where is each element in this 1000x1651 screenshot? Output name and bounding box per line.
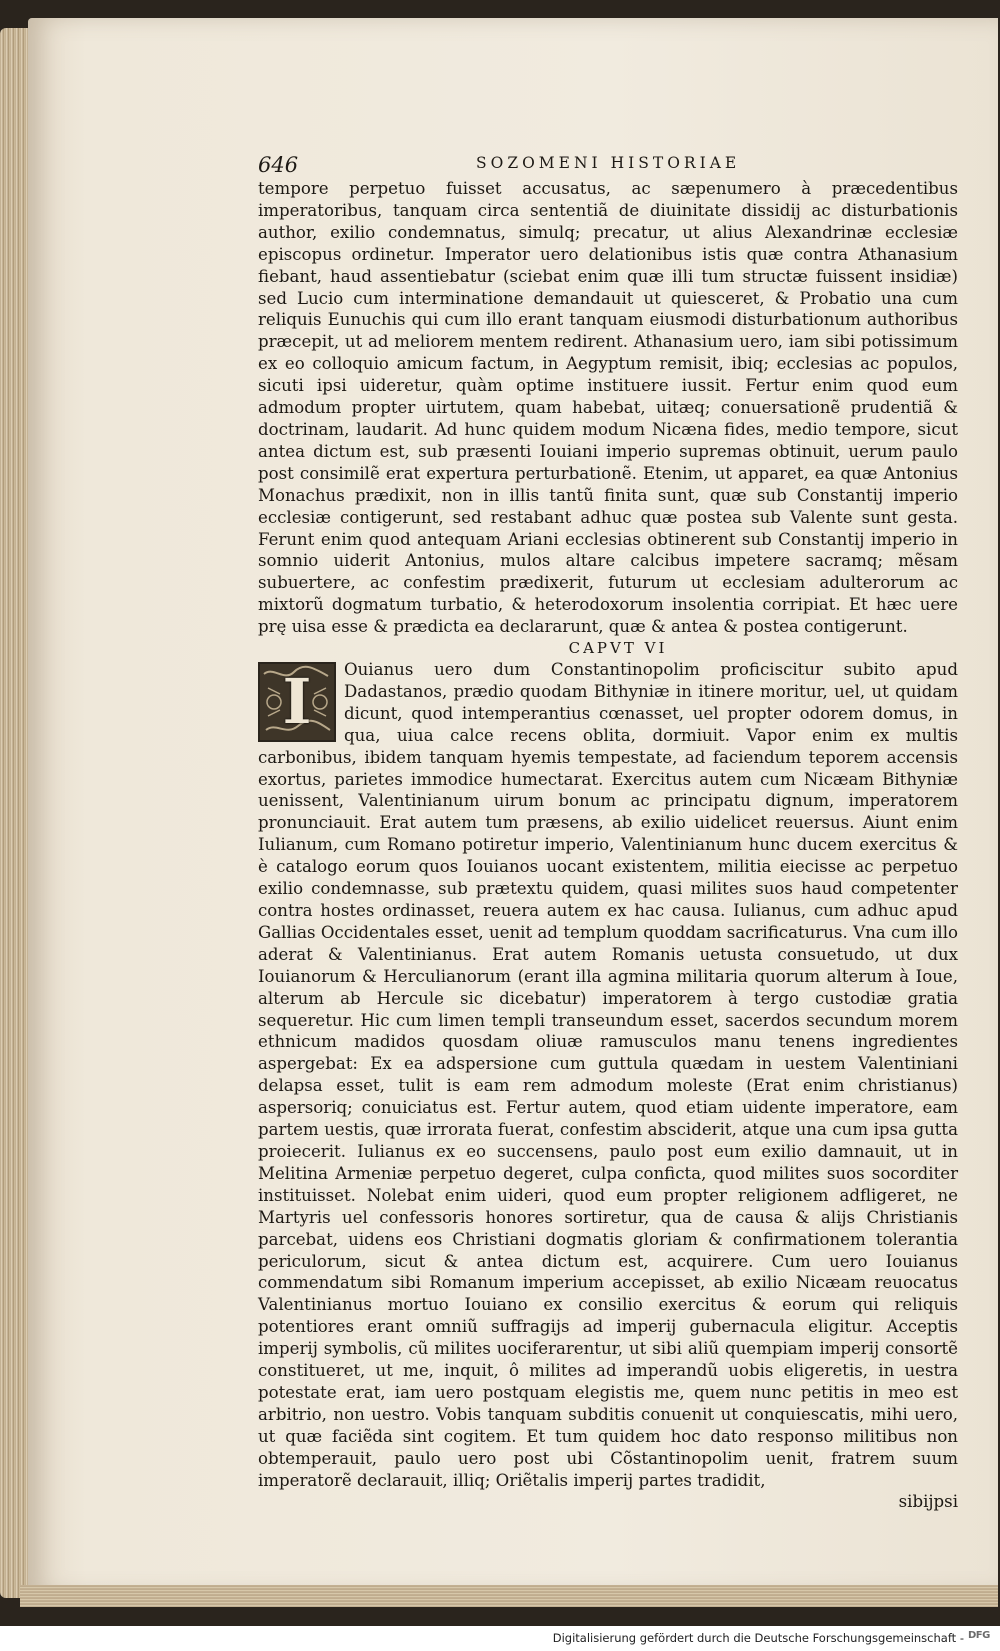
chapter-heading: CAPVT VI — [568, 639, 668, 658]
running-title: SOZOMENI HISTORIAE — [476, 154, 741, 172]
catchword: sibijpsi — [898, 1492, 958, 1512]
dfg-logo: DFG — [968, 1630, 990, 1641]
page-number: 646 — [258, 153, 299, 177]
running-head — [258, 153, 956, 179]
main-text — [258, 178, 958, 1513]
book-bottom-edge — [20, 1585, 998, 1607]
footer-credit: Digitalisierung gefördert durch die Deutsche Forschungsgemeinschaft - — [552, 1631, 964, 1645]
initial-letter: I — [282, 665, 312, 739]
woodcut-initial-ornament-icon — [258, 662, 336, 742]
paragraph-2: Ouianus uero dum Constantinopolim proficiscitur subito apud Dadastanos, prædio quodam Bithyniæ in itinere moritur, uel, ut quidam dicunt, quod intemperantius cœnasset, uel propter odorem domus, in qua, uiua calce recens oblita, dormiuit. Vapor enim ex multis carbonibus, ibidem tanquam hyemis tempestate, ad faciendum teporem accensis exortus, parietes immodice humectarat. Exercitus autem cum Nicæam Bithyniæ uenissent, Valentinianum uirum bonum ac principatu dignum, imperatorem pronunciauit. Erat autem tum præsens, ab exilio uidelicet reuersus. Aiunt enim Iulianum, cum Romano potiretur imperio, Valentinianum hunc ducem exercitus & è catalogo eorum quos Iouianos uocant existentem, militia eiecisse ac perpetuo exilio condemnasse, sub prætextu quidem, quasi milites suos haud competenter contra hostes ordinasset, reuera autem ex hac causa. Iulianus, cum adhuc apud Gallias Occidentales esset, uenit ad templum quoddam sacrificaturus. Vna cum illo aderat & Valentinianus. Erat autem Romanis uetusta consuetudo, ut dux Iouianorum & Herculianorum (erant illa agmina militaria quorum alterum à Ioue, alterum ab Hercule sic dicebatur) imperatorem à tergo custodiæ gratia sequeretur. Hic cum limen templi transeundum esset, sacerdos secundum morem ethnicum madidos quosdam oliuæ ramusculos manu tenens ingredientes aspergebat: Ex ea adspersione cum guttula quædam in uestem Valentiniani delapsa esset, tulit is eam rem admodum moleste (Erat enim christianus) aspersoriq; conuiciatus est. Fertur autem, quod etiam uidente imperatore, eam partem uestis, quæ irrorata fuerat, confestim absciderit, atque una cum ipsa gutta proiecerit. Iulianus ex eo succensens, paulo post eum exilio damnauit, ut in Melitina Armeniæ perpetuo degeret, culpa conficta, quod milites suos socorditer instituisset. Nolebat enim uideri, quod eum propter religionem adfligeret, ne Martyris uel confessoris honores sortiretur, qua de causa & alijs Christianis parcebat, uidens eos Christiani dogmatis gloriam & confirmationem tolerantia periculorum, sicut & antea dictum est, acquirere. Cum uero Iouianus commendatum sibi Romanum imperium accepisset, ab exilio Nicæam reuocatus Valentinianus mortuo Iouiano ex consilio exercitus & eorum qui reliquis potentiores erant omniũ suffragijs ad imperij gubernacula eligitur. Acceptis imperij symbolis, cũ milites uociferarentur, ut sibi aliũ quempiam imperij consortẽ constitueret, ut me, inquit, ô milites ad imperandũ uobis eligeretis, in uestra potestate erat, iam uero postquam elegistis me, quem nunc petitis in meo est arbitrio, non uestro. Vobis tanquam subditis conuenit ut conquiescatis, mihi uero, ut quæ faciẽda sint cogitem. Et tum quidem hoc dato responso militibus non obtemperauit, paulo uero post ubi Cõstantinopolim uenit, fratrem suum imperatorẽ declarauit, illiq; Oriẽtalis imperij partes tradidit, — [258, 660, 958, 1490]
paragraph-1: tempore perpetuo fuisset accusatus, ac sæpenumero à præcedentibus imperatoribus, tanquam circa sententiã de diuinitate dissidij ac disturbationis author, exilio condemnatus, simulq; precatur, ut alius Alexandrinæ ecclesiæ episcopus ordinetur. Imperator uero delationibus istis quæ contra Athanasium fiebant, haud assentiebatur (sciebat enim quæ illi tum structæ fuissent insidiæ) sed Lucio cum interminatione demandauit ut quiesceret, & Probatio una cum reliquis Eunuchis qui cum illo erant tanquam eiusmodi disturbationum authoribus præcepit, ut ad meliorem mentem redirent. Athanasium uero, iam sibi potissimum ex eo colloquio amicum factum, in Aegyptum remisit, ibiq; ecclesias ac populos, sicuti ipsi uideretur, quàm optime instituere iussit. Fertur enim quod eum admodum propter uirtutem, quam habebat, uitæq; conuersationẽ prudentiã & doctrinam, laudarit. Ad hunc quidem modum Nicæna fides, medio tempore, sicut antea dictum est, sub præsenti Iouiani imperio supremas obtinuit, uerum paulo post consimilẽ erat expertura perturbationẽ. Etenim, ut apparet, ea quæ Antonius Monachus prædixit, non in illis tantũ finita sunt, quæ sub Constantij imperio ecclesiæ contigerunt, sed restabant adhuc quæ postea sub Valente sunt gesta. Ferunt enim quod antequam Ariani ecclesias obtinerent sub Constantij imperio in somnio uiderit Antonius, mulos altare calcibus impetere sacramq; mẽsam subuertere, ac confestim prædixerit, futurum ut ecclesiam adulterorum ac mixtorũ dogmatum turbatio, & heterodoxorum insolentia corripiat. Et hæc uere prę uisa esse & prædicta ea declararunt, quæ & antea & postea contigerunt. — [258, 179, 958, 637]
footer-bar — [0, 1626, 1000, 1651]
